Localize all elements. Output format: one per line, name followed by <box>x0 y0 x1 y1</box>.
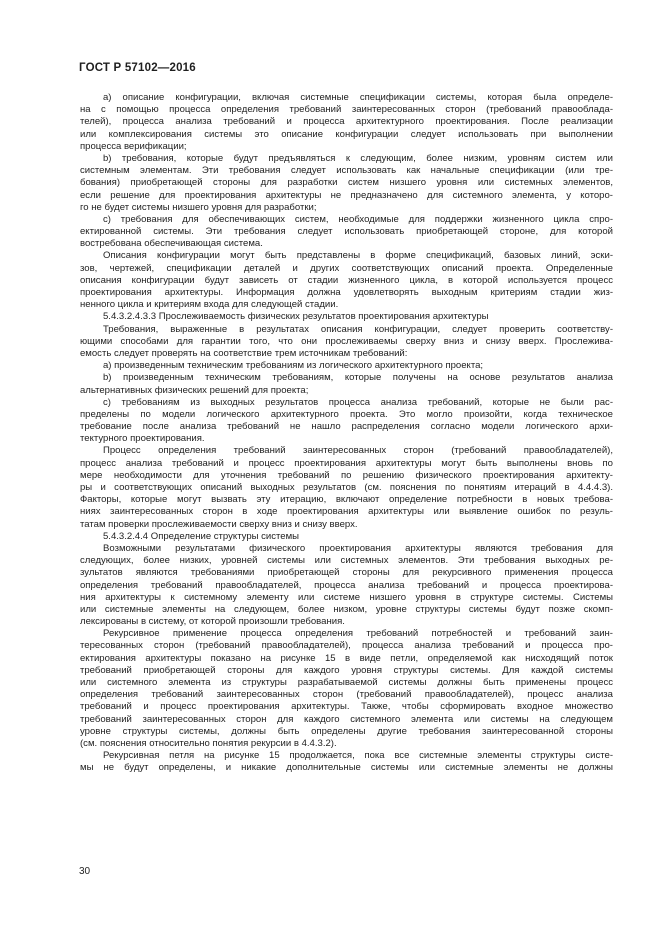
paragraph-line: ненного цикла и критериям входа для следующей стадии. <box>80 299 339 311</box>
paragraph-line: если решение для проектирования архитектуры не предназначено для системного элемента, у которо- <box>80 189 613 201</box>
paragraph-line: востребована обеспечивающая система. <box>80 238 263 250</box>
paragraph-line: лексированы в систему, от которой произошли требования. <box>80 616 345 628</box>
paragraph-line: Факторы, которые могут вызвать эту итерацию, включают определение потребности в новых требова- <box>80 494 613 506</box>
paragraph-first-line: а) описание конфигурации, включая системные спецификации системы, которая была определе- <box>103 92 613 103</box>
paragraph-line: или комплексирования системы это описание конфигурации следует использовать при выполнении <box>80 128 613 140</box>
document-body <box>80 92 613 775</box>
paragraph-line: описания конфигурации будут зависеть от стадии жизненного цикла, в которой используется процесс <box>80 274 613 286</box>
paragraph-line: емость следует проверять на соответствие трем источникам требований: <box>80 347 408 359</box>
paragraph-line: мы не будут определены, и никакие дополнительные системы или системные элементы не должны <box>80 762 613 774</box>
paragraph-line: ния архитектуры к системному элементу или системе низшего уровня в структуре системы. Системы <box>80 591 613 603</box>
paragraph-line: зультатов являются требованиями приобретающей стороны для рекурсивного применения процесса <box>80 567 613 579</box>
paragraph-line: требований заинтересованных сторон для каждого системного элемента или системы на следующем <box>80 713 613 725</box>
paragraph-line: мере необходимости для уточнения требований по решению физического проектирования архитекту- <box>80 469 613 481</box>
paragraph-line: тектурного проектирования. <box>80 433 205 445</box>
paragraph-line: ектирования архитектуры показано на рисунке 15 в виде петли, определяемой как нисходящий поток <box>80 652 613 664</box>
paragraph-first-line: 5.4.3.2.4.4 Определение структуры системы <box>103 530 300 542</box>
paragraph-first-line: Требования, выраженные в результатах описания конфигурации, следует проверить соответству- <box>103 323 613 335</box>
paragraph-line: ющими способами для гарантии того, что они прослеживаемы сверху вниз и снизу вверх. Прослежива- <box>80 335 613 347</box>
paragraph-line: следующих, более низких, уровней системы или системных элементов. Эти требования выходных ре- <box>80 555 613 567</box>
paragraph-line: проектирования архитектуры. Информация должна удовлетворять выходным критериям стадии жиз- <box>80 287 613 298</box>
paragraph-line: требований и процесс проектирования архитектуры. Также, чтобы сформировать входное множество <box>80 701 613 713</box>
paragraph-line: альтернативных физических решений для проекта; <box>80 384 309 396</box>
paragraph-line: зов, чертежей, спецификации деталей и других соответствующих описаний проекта. Определенные <box>80 262 613 274</box>
paragraph-line: бования) приобретающей стороны для разработки систем низшего уровня или системных элементов, <box>80 177 613 189</box>
paragraph-line: го не будет системы низшего уровня для разработки; <box>80 201 317 213</box>
paragraph-line: на с помощью процесса определения требований заинтересованных сторон (требований правооблада- <box>80 104 613 116</box>
paragraph-line: ектированной системы. Эти требования следует использовать приобретающей стороне, для которой <box>80 226 613 238</box>
paragraph-first-line: 5.4.3.2.4.3.3 Прослеживаемость физических результатов проектирования архитектуры <box>103 311 489 323</box>
paragraph-line: процесс анализа требований и процесс проектирования архитектуры могут быть выполнены вновь по <box>80 457 613 469</box>
paragraph-first-line: Рекурсивное применение процесса определения требований потребностей и требований заин- <box>103 628 613 640</box>
paragraph-line: требование после анализа требований не нашло распределения согласно модели логического архи- <box>80 421 613 433</box>
paragraph-line: ниях заинтересованных сторон в ходе проектирования архитектуры или выявление ошибок по резуль- <box>80 506 613 518</box>
paragraph-line: пределены по модели логического архитектурного проекта. Это могло произойти, когда техническое <box>80 408 613 420</box>
paragraph-line: (см. пояснения относительно понятия рекурсии в 4.4.3.2). <box>80 737 337 749</box>
paragraph-first-line: b) требования, которые будут предъявляться к следующим, более низким, уровням систем или <box>103 152 613 164</box>
paragraph-line: или системные элементы на следующем, более низком, уровне структуры системы будут позже скомп- <box>80 603 613 615</box>
paragraph-first-line: Процесс определения требований заинтересованных сторон (требований правообладателей), <box>103 445 613 457</box>
paragraph-line: определения требований заинтересованных сторон (требований правообладателей), процесс анализа <box>80 689 613 701</box>
paragraph-line: телей), процесса анализа требований и процесса архитектурного проектирования. После реализации <box>80 116 613 128</box>
page-number: 30 <box>79 866 91 877</box>
paragraph-first-line: с) требования для обеспечивающих систем, необходимые для поддержки жизненного цикла спро- <box>103 213 613 225</box>
paragraph-first-line: Возможными результатами физического проектирования архитектуры являются требования для <box>103 542 613 554</box>
paragraph-first-line: b) произведенным техническим требованиям, которые получены на основе результатов анализа <box>103 372 613 384</box>
paragraph-line: или системного элемента из структуры разрабатываемой системы должны быть применены процесс <box>80 677 613 688</box>
paragraph-first-line: Рекурсивная петля на рисунке 15 продолжается, пока все системные элементы структуры систе- <box>103 750 613 762</box>
paragraph-first-line: а) произведенным техническим требованиям из логического архитектурного проекта; <box>103 360 484 372</box>
paragraph-line: системным элементам. Эти требования следует использовать как начальные спецификации (или тре- <box>80 165 613 177</box>
paragraph-first-line: с) требованиям из выходных результатов процесса анализа требований, которые не были рас- <box>103 396 613 408</box>
paragraph-line: тересованных сторон (требований правообладателей), процесса анализа требований и процесса про- <box>80 640 613 652</box>
paragraph-line: татам проверки прослеживаемости сверху вниз и снизу вверх. <box>80 518 358 530</box>
paragraph-line: процесса верификации; <box>80 140 187 152</box>
paragraph-line: требований приобретающей стороны для каждого уровня структуры системы. Для каждой системы <box>80 664 613 676</box>
paragraph-line: уровне структуры системы, должны быть определены другие требования заинтересованной стороны <box>80 725 613 737</box>
paragraph-line: определения требований правообладателей, процесса анализа требований и процесса проектирова- <box>80 579 613 591</box>
paragraph-first-line: Описания конфигурации могут быть представлены в форме спецификаций, базовых линий, эски- <box>103 250 613 262</box>
document-header: ГОСТ Р 57102—2016 <box>79 62 196 74</box>
paragraph-line: ры и соответствующих описаний выходных результатов (см. пояснения по понятиям итераций в 4.4.4.3). <box>80 482 613 493</box>
